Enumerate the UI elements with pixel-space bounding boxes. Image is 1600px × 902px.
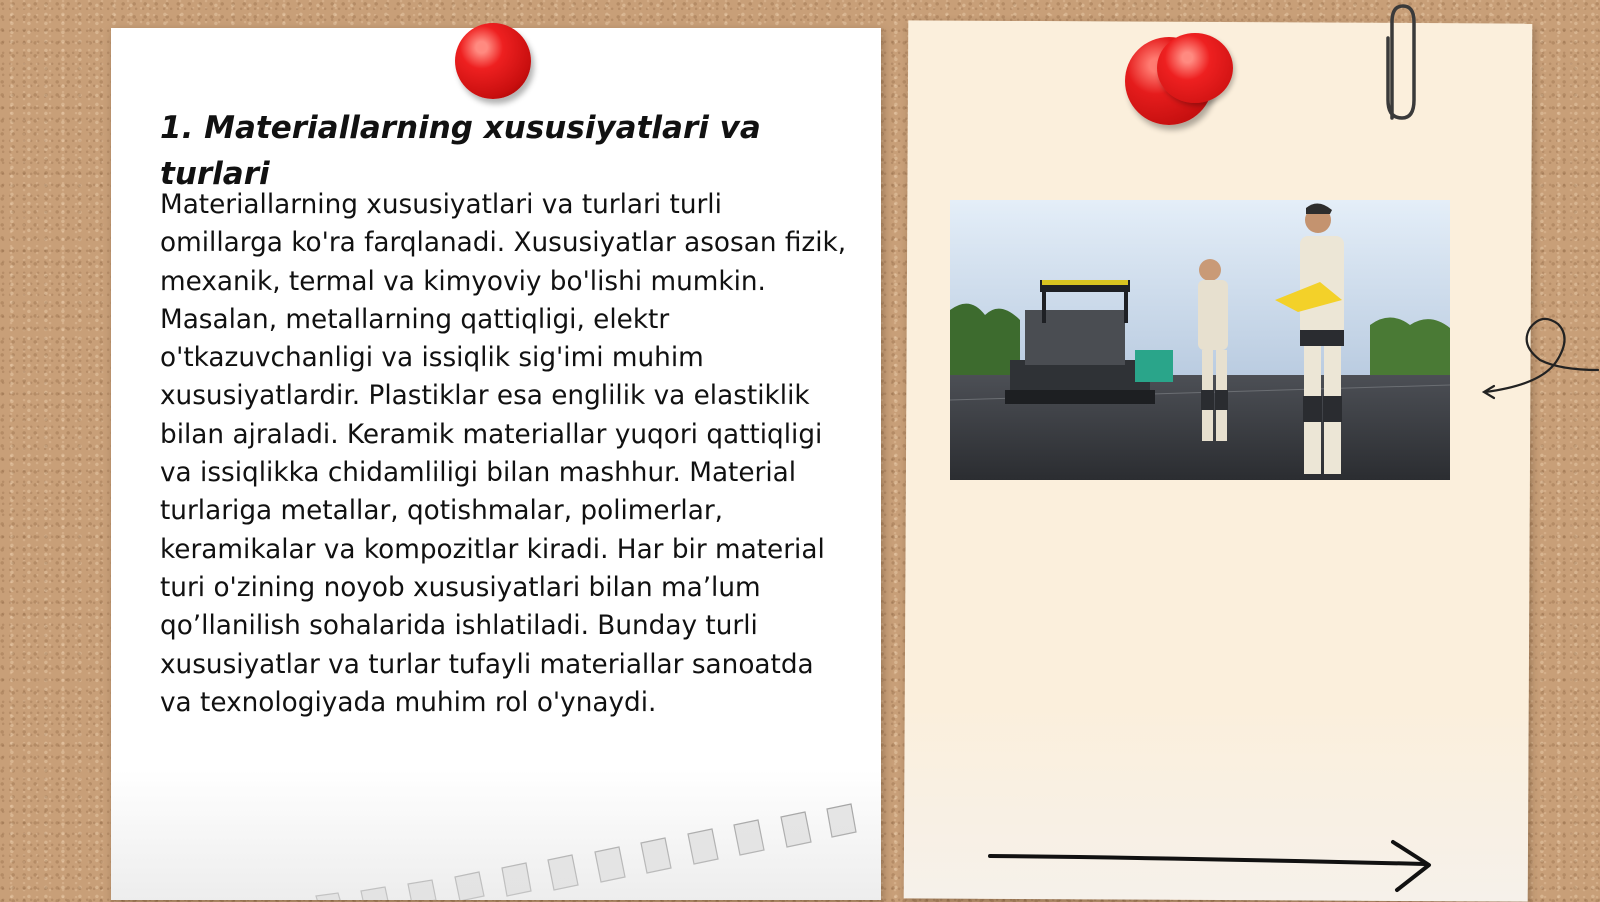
curly-arrow-icon <box>1480 310 1600 410</box>
slide-body-text: Materiallarning xususiyatlari va turlari turli omillarga ko'ra farqlanadi. Xususiyatlar asosan fizik, mexanik, termal va kimyoviy bo'lishi mumkin. Masalan, metallarning qattiqligi, elektr o'tkazuvchanligi va issiqlik sig'imi muhim xususiyatlardir. Plastiklar esa englilik va elastiklik bilan ajraladi. Keramik materiallar yuqori qattiqligi va issiqlikka chidamliligi bilan mashhur. Material turlariga metallar, qotishmalar, polimerlar, keramikalar va kompozitlar kiradi. Har bir material turi o'zining noyob xususiyatlari bilan ma’lum qo’llanilish sohalarida ishlatiladi. Bunday turli xususiyatlar va turlar tufayli materiallar sanoatda va texnologiyada muhim rol o'ynaydi. <box>160 190 847 718</box>
red-pushpin-icon <box>455 23 531 99</box>
paperclip-icon <box>1378 0 1422 130</box>
road-workers-photo <box>950 200 1450 480</box>
slide-title: 1. Materiallarning xususiyatlari va turlari <box>160 110 761 192</box>
red-pushpin-icon <box>1157 33 1233 103</box>
arrow-right-icon <box>985 838 1445 898</box>
